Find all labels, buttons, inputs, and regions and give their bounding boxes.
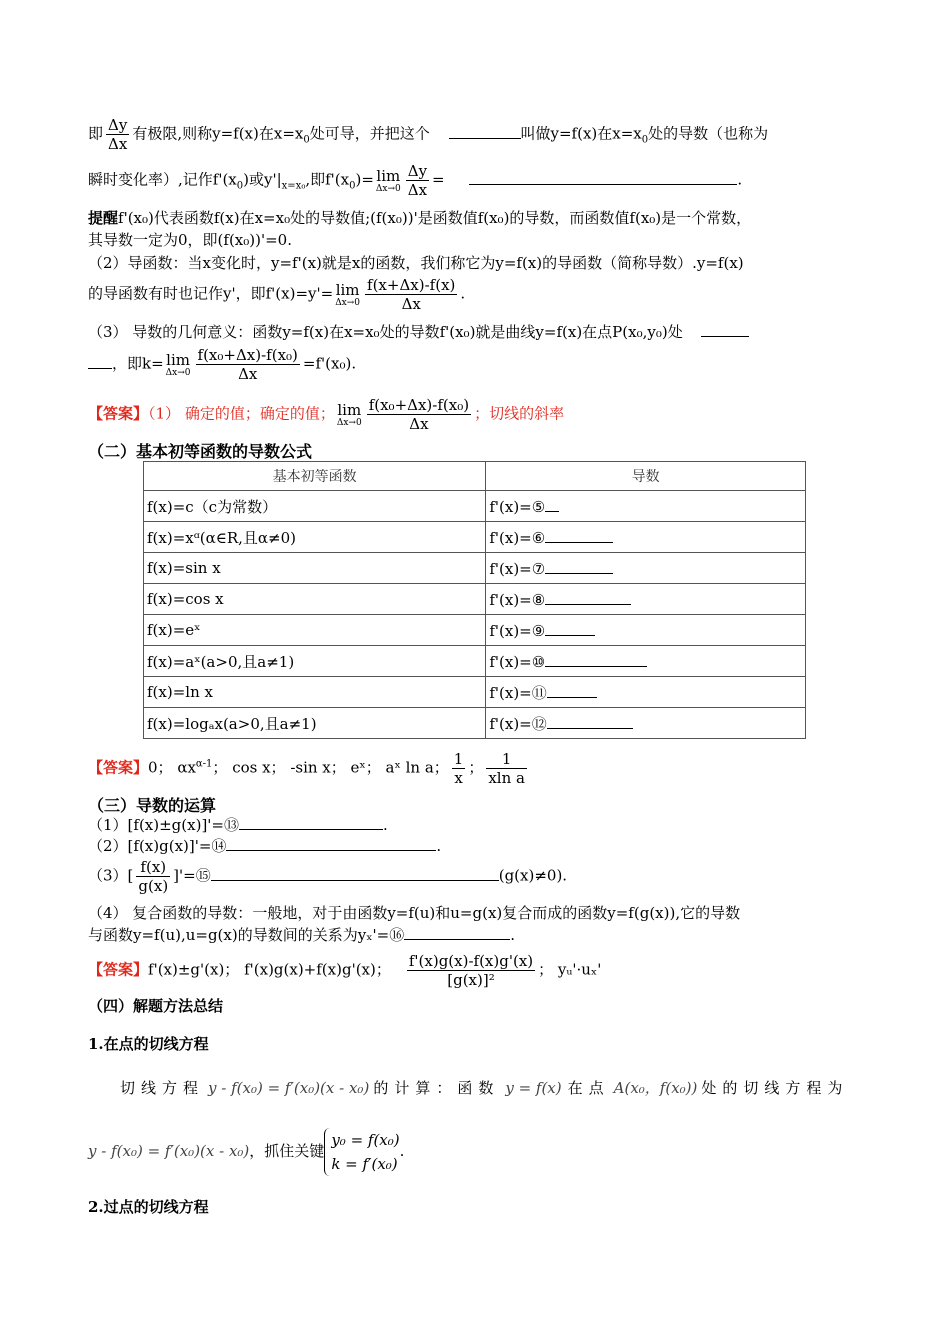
rule-3: （3）[ $\frac{f(x)}{g(x)}$ ]'=⑮ (g(x)≠0). bbox=[88, 858, 568, 895]
rule-2: （2）[f(x)g(x)]'=⑭ . bbox=[88, 837, 442, 855]
answer-3: 【答案】f'(x)±g'(x)； f'(x)g(x)+f(x)g'(x)； $\frac{f'(x)g(x)-f(x)g'(x)}{\text{[g(x)]²}}$ ； yᵤ'·uₓ' bbox=[88, 952, 602, 989]
limit-symbol: lim Δx→0 bbox=[375, 166, 401, 194]
table-row: f(x)=eˣ f'(x)=⑨ bbox=[144, 615, 806, 646]
derivative-table bbox=[143, 461, 806, 739]
col-deriv-header: 导数 bbox=[486, 462, 806, 491]
part2-line-2: 的导函数有时也记作y'，即f'(x)=y'= lim Δx→0 $\frac{f(x+\Delta x)-f(x)}{\Delta x}$ . bbox=[88, 276, 466, 313]
equation-system: y₀ = f(x₀) k = f′(x₀) bbox=[324, 1128, 399, 1176]
col-func-header: 基本初等函数 bbox=[144, 462, 486, 491]
rule-1: （1）[f(x)±g(x)]'=⑬ . bbox=[88, 816, 388, 834]
rule-4-line-2: 与函数y=f(u),u=g(x)的导数间的关系为yₓ'=⑯ . bbox=[88, 926, 516, 944]
method-1-text: 切线方程 y - f(x₀) = f′(x₀)(x - x₀) 的计算：函数 y = f(x) 在点 A(x₀，f(x₀)) 处的切线方程为 bbox=[120, 1079, 849, 1097]
method-2-title: 2.过点的切线方程 bbox=[88, 1198, 209, 1216]
answer-1: 【答案】（1） 确定的值；确定的值； lim Δx→0 $\frac{\text{f(x₀+Δx)-f(x₀)}}{\Delta x}$ ；切线的斜率 bbox=[88, 396, 565, 433]
def-line-2: 瞬时变化率）,记作$f'(x_0)$或$y'|_{x=x_0}$,即$f'(x_0)=$ lim Δx→0 $\frac{\Delta y}{\Delta x}$ = . bbox=[88, 162, 743, 199]
blank-3b bbox=[88, 354, 112, 369]
section3-title: （三）导数的运算 bbox=[88, 796, 217, 815]
table-header bbox=[144, 462, 806, 491]
method-1-eq: y - f(x₀) = f′(x₀)(x - x₀)，抓住关键 y₀ = f(x₀) k = f′(x₀) . bbox=[88, 1128, 870, 1176]
tip-line-1: 提醒f'(x₀)代表函数f(x)在x=x₀处的导数值;(f(x₀))'是函数值f(x₀)的导数，而函数值f(x₀)是一个常数， bbox=[88, 209, 752, 227]
blank-1 bbox=[449, 124, 521, 139]
part2-line-1: （2）导函数：当x变化时，y=f'(x)就是x的函数，我们称它为y=f(x)的导函数（简称导数）.y=f(x) bbox=[88, 254, 744, 272]
tip-line-2: 其导数一定为0，即(f(x₀))'=0. bbox=[88, 231, 292, 249]
rule-4-line-1: （4） 复合函数的导数：一般地，对于由函数y=f(u)和u=g(x)复合而成的函数y=f(g(x)),它的导数 bbox=[88, 904, 741, 922]
blank-3a bbox=[701, 322, 749, 337]
table-row: f(x)=ln x f'(x)=⑪ bbox=[144, 677, 806, 708]
table-row: f(x)=logₐx(a>0,且a≠1) f'(x)=⑫ bbox=[144, 708, 806, 739]
part3-line-1: （3） 导数的几何意义：函数y=f(x)在x=x₀处的导数f'(x₀)就是曲线y=f(x)在点P(x₀,y₀)处 bbox=[88, 322, 870, 342]
section4-title: （四）解题方法总结 bbox=[88, 997, 224, 1015]
table-row: f(x)=sin x f'(x)=⑦ bbox=[144, 553, 806, 584]
table-row: f(x)=cos x f'(x)=⑧ bbox=[144, 584, 806, 615]
section2-title: （二）基本初等函数的导数公式 bbox=[88, 442, 313, 461]
answer-2: 【答案】0； $\alpha x^{\alpha-1}$； cos x； -sin x； eˣ； aˣ ln a； $\frac{1}{x}$ ； $\frac{1}{\text{xln a}}$ bbox=[88, 750, 525, 787]
def-line-1: 即 $\frac{\Delta y}{\Delta x}$ 有极限,则称y=f(x)在$x=x_0$处可导，并把这个 叫做y=f(x)在$x=x_0$处的导数（也称为 bbox=[88, 116, 769, 153]
table-row: f(x)=c（c为常数） f'(x)=⑤ bbox=[144, 491, 806, 522]
method-1-title: 1.在点的切线方程 bbox=[88, 1035, 209, 1053]
part3-line-2: ，即k= lim Δx→0 $\frac{\text{f(x₀+Δx)-f(x₀)}}{\Delta x}$ =f'(x₀). bbox=[88, 346, 870, 383]
table-row: f(x)=aˣ(a>0,且a≠1) f'(x)=⑩ bbox=[144, 646, 806, 677]
blank-2 bbox=[469, 170, 737, 185]
table-row: f(x)=xᵅ(α∈R,且α≠0) f'(x)=⑥ bbox=[144, 522, 806, 553]
dy-dx-fraction: $\frac{\Delta y}{\Delta x}$ bbox=[108, 116, 128, 153]
